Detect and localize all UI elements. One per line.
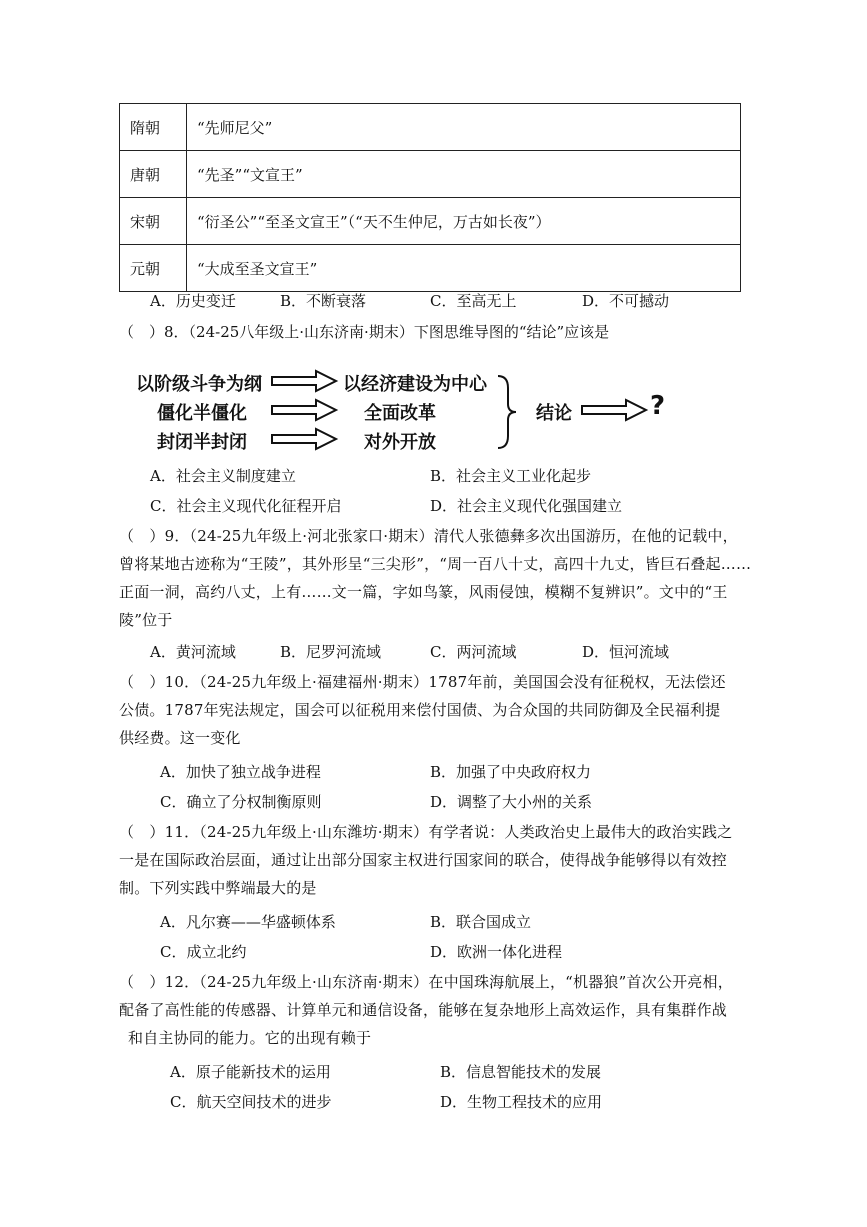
dynasty-cell: 元朝: [120, 245, 187, 292]
q8-stem: （ ）8．（24-25八年级上·山东济南·期末）下图思维导图的“结论”应该是: [119, 323, 610, 341]
q7-option-a: A．历史变迁: [150, 292, 236, 310]
q11-line-2: 一是在国际政治层面，通过让出部分国家主权进行国家间的联合，使得战争能够得以有效控: [119, 851, 728, 869]
q9-option-c: C．两河流域: [430, 643, 517, 661]
arrow-right-icon: [580, 397, 652, 427]
table-row: [120, 104, 741, 151]
mindmap-conclusion: 结论: [536, 403, 572, 424]
q9-line-3: 正面一洞，高约八丈，上有……文一篇，字如鸟篆，风雨侵蚀，模糊不复辨识”。文中的“王: [119, 583, 728, 601]
q10-line-3: 供经费。这一变化: [119, 729, 241, 747]
mindmap-arrows: [270, 368, 342, 458]
dynasty-cell: 隋朝: [120, 104, 187, 151]
mindmap-right-1: 以经济建设为中心: [343, 374, 487, 395]
q12-option-d: D．生物工程技术的应用: [440, 1093, 603, 1111]
q11-option-c: C．成立北约: [160, 943, 247, 961]
title-cell: “衍圣公”“至圣文宣王”（“天不生仲尼，万古如长夜”）: [187, 198, 741, 245]
q12-line-1: （ ）12．（24-25九年级上·山东济南·期末）在中国珠海航展上，“机器狼”首次公开亮相，: [119, 973, 733, 991]
q8-option-a: A．社会主义制度建立: [150, 467, 296, 485]
mindmap-left-2: 僵化半僵化: [157, 403, 247, 424]
arrow-right-icon: [272, 371, 336, 391]
title-cell: “先师尼父”: [187, 104, 741, 151]
dynasty-title-table: [119, 103, 741, 292]
q8-option-c: C．社会主义现代化征程开启: [150, 497, 342, 515]
q12-option-b: B．信息智能技术的发展: [440, 1063, 602, 1081]
q11-option-b: B．联合国成立: [430, 913, 532, 931]
brace-icon: [496, 374, 520, 450]
q10-option-d: D．调整了大小州的关系: [430, 793, 593, 811]
table-row: [120, 245, 741, 292]
mindmap-left-3: 封闭半封闭: [157, 432, 247, 453]
q11-option-a: A．凡尔赛——华盛顿体系: [160, 913, 336, 931]
table-row: [120, 198, 741, 245]
dynasty-cell: 宋朝: [120, 198, 187, 245]
q12-line-2: 配备了高性能的传感器、计算单元和通信设备，能够在复杂地形上高效运作，具有集群作战: [119, 1001, 728, 1019]
title-cell: “大成至圣文宣王”: [187, 245, 741, 292]
q10-line-1: （ ）10．（24-25九年级上·福建福州·期末）1787年前，美国国会没有征税权，无法偿还: [119, 673, 726, 691]
q8-option-d: D．社会主义现代化强国建立: [430, 497, 623, 515]
mindmap-right-2: 全面改革: [364, 403, 436, 424]
q7-option-d: D．不可撼动: [582, 292, 670, 310]
q8-option-b: B．社会主义工业化起步: [430, 467, 592, 485]
mindmap-question-mark: ?: [650, 391, 666, 421]
q9-line-1: （ ）9．（24-25九年级上·河北张家口·期末）清代人张德彝多次出国游历，在他的记载中，: [119, 527, 738, 545]
arrow-right-icon: [272, 400, 336, 420]
q9-option-b: B．尼罗河流域: [280, 643, 382, 661]
table-row: [120, 151, 741, 198]
q7-option-b: B．不断衰落: [280, 292, 367, 310]
q12-option-a: A．原子能新技术的运用: [170, 1063, 331, 1081]
q9-line-2: 曾将某地古迹称为“王陵”，其外形呈“三尖形”，“周一百八十丈，高四十九丈，皆巨石叠起……: [119, 555, 752, 573]
mindmap-right-3: 对外开放: [364, 432, 436, 453]
q9-option-a: A．黄河流域: [150, 643, 236, 661]
q12-option-c: C．航天空间技术的进步: [170, 1093, 332, 1111]
q12-line-3: 和自主协同的能力。它的出现有赖于: [128, 1029, 372, 1047]
title-cell: “先圣”“文宣王”: [187, 151, 741, 198]
q11-option-d: D．欧洲一体化进程: [430, 943, 563, 961]
q10-option-b: B．加强了中央政府权力: [430, 763, 592, 781]
q11-line-3: 制。下列实践中弊端最大的是: [119, 879, 317, 897]
dynasty-cell: 唐朝: [120, 151, 187, 198]
q10-line-2: 公债。1787年宪法规定，国会可以征税用来偿付国债、为合众国的共同防御及全民福利提: [119, 701, 721, 719]
mindmap-left-1: 以阶级斗争为纲: [136, 374, 262, 395]
arrow-right-icon: [272, 429, 336, 449]
q7-option-c: C．至高无上: [430, 292, 517, 310]
q11-line-1: （ ）11．（24-25九年级上·山东潍坊·期末）有学者说：人类政治史上最伟大的政治实践之: [119, 823, 733, 841]
q10-option-a: A．加快了独立战争进程: [160, 763, 321, 781]
q10-option-c: C．确立了分权制衡原则: [160, 793, 322, 811]
q9-line-4: 陵”位于: [119, 611, 173, 629]
q9-option-d: D．恒河流域: [582, 643, 670, 661]
